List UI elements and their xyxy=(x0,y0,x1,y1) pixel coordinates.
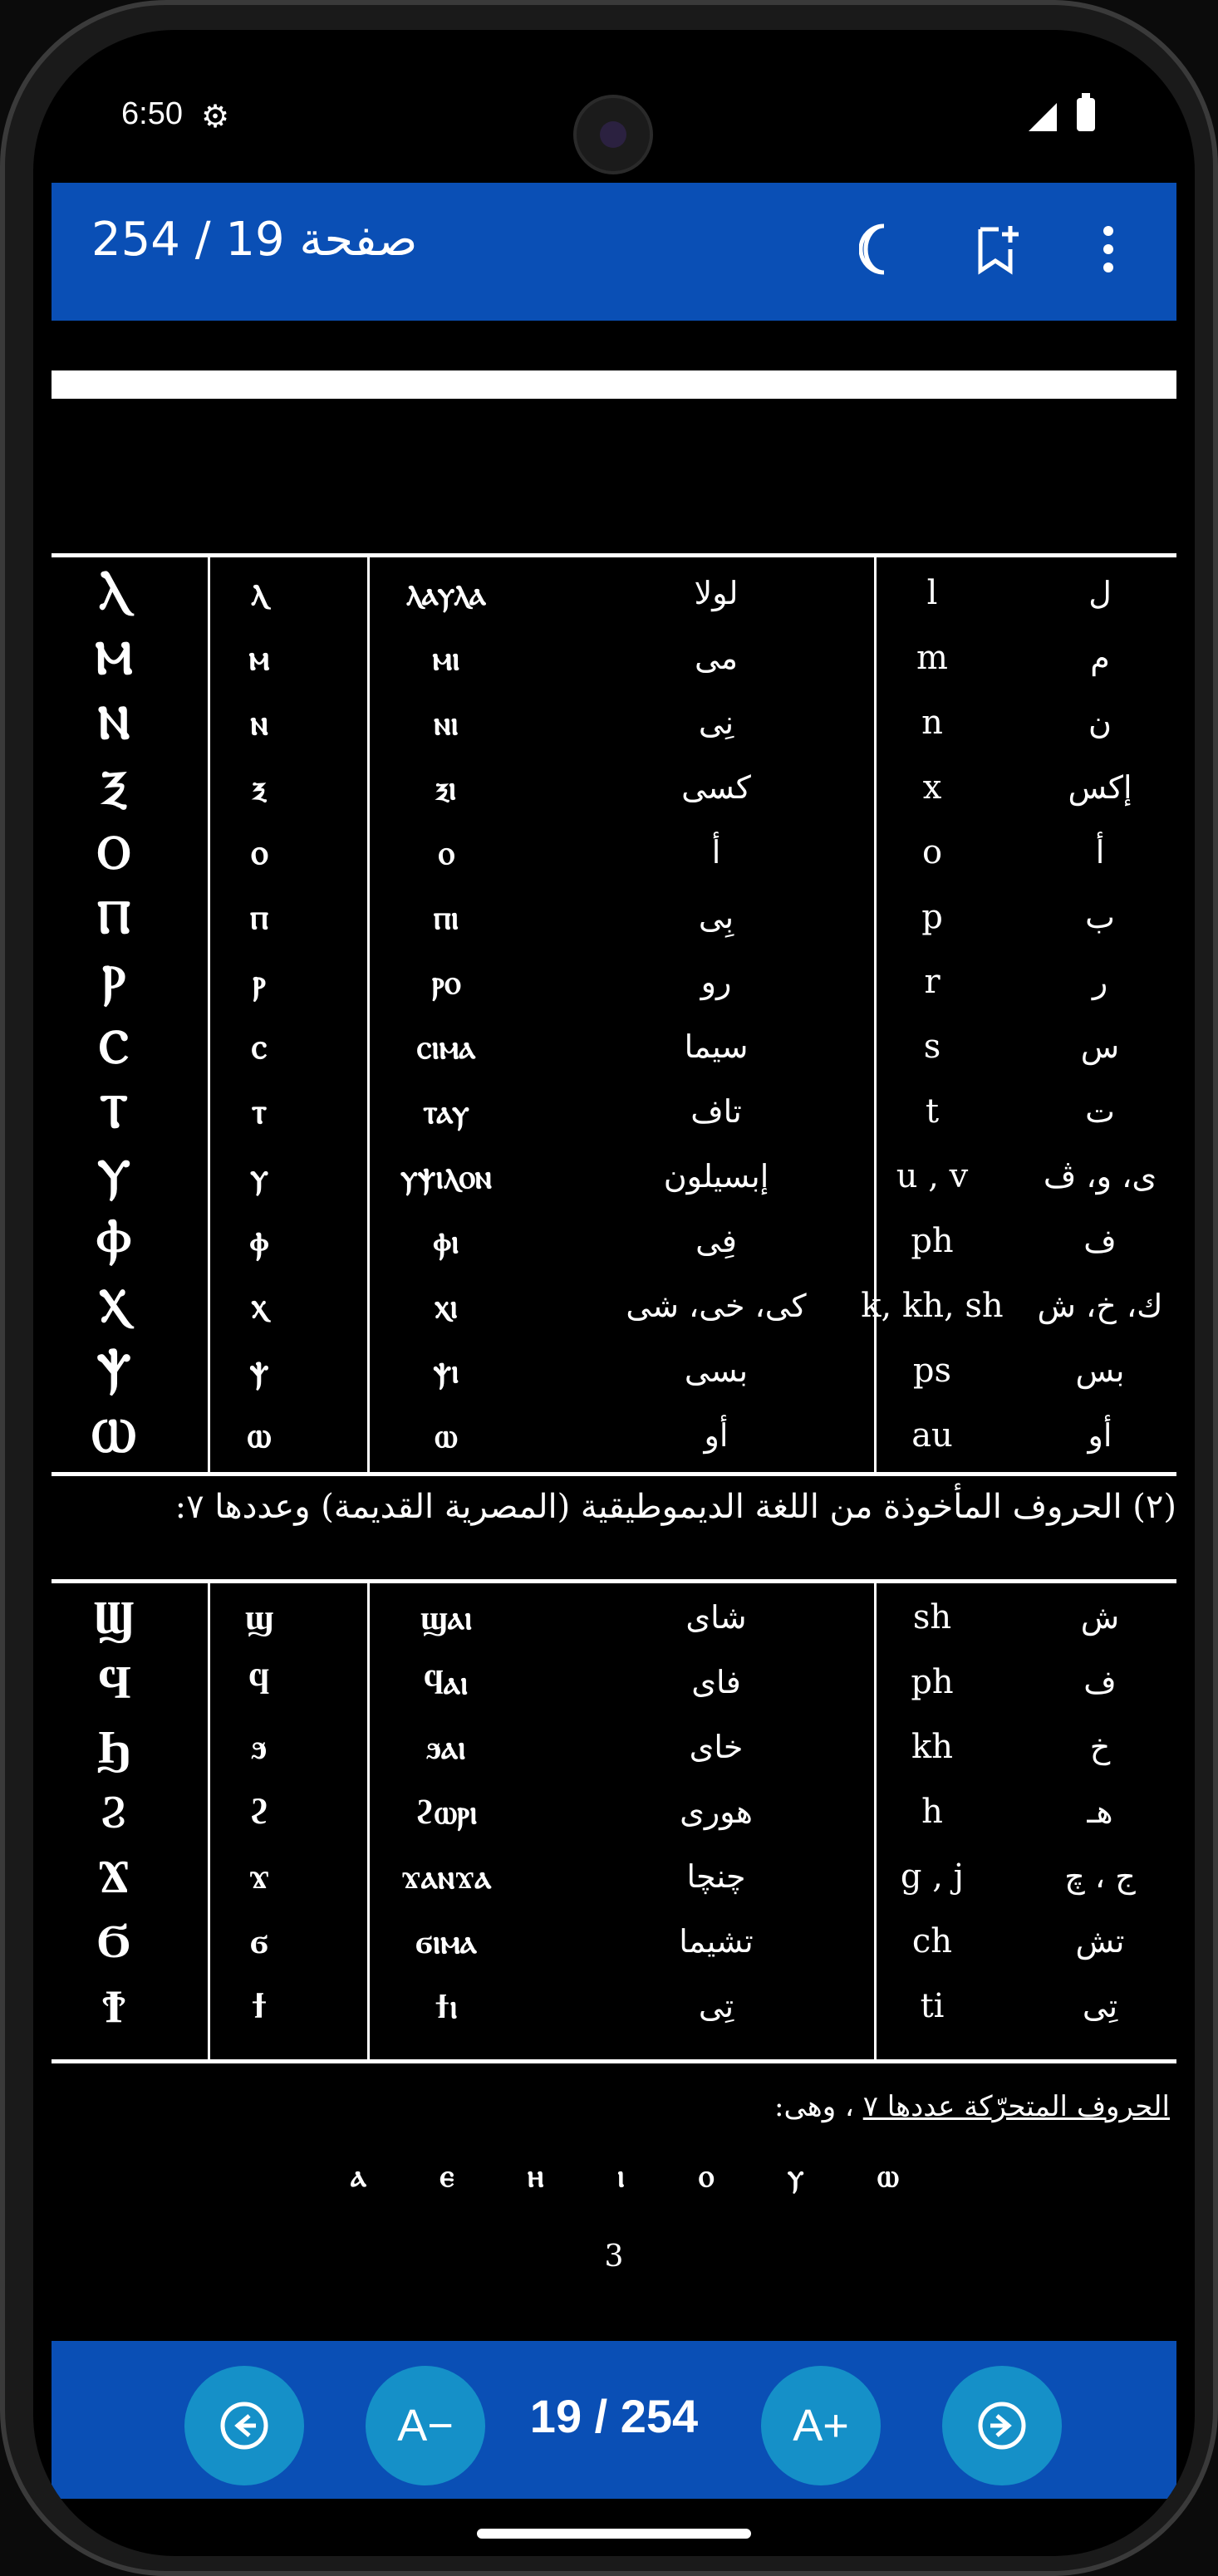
latin-sound: p xyxy=(921,898,943,936)
arabic-letter: س xyxy=(1080,1028,1120,1065)
coptic-name: ⲫⲓ xyxy=(433,1221,459,1261)
table-row xyxy=(52,1404,1176,1467)
table-row xyxy=(52,950,1176,1013)
coptic-small: ⲯ xyxy=(249,1350,269,1391)
arabic-letter: أ xyxy=(1095,834,1105,871)
arabic-name: أ xyxy=(711,834,721,871)
latin-sound: ph xyxy=(911,1222,954,1260)
arabic-letter: ش xyxy=(1080,1599,1120,1636)
coptic-small: ⲡ xyxy=(249,896,268,937)
coptic-name: ϣⲁⲓ xyxy=(420,1597,473,1637)
arabic-name: لولا xyxy=(694,575,739,611)
vowels-row xyxy=(351,2156,899,2195)
arabic-name: چنچا xyxy=(686,1858,746,1895)
coptic-capital: Ⲩ xyxy=(96,1148,131,1204)
coptic-name: ⲗⲁⲩⲗⲁ xyxy=(405,573,487,613)
arabic-name: رو xyxy=(700,964,732,1000)
table-row xyxy=(52,1651,1176,1714)
arabic-letter: تش xyxy=(1075,1923,1125,1960)
table-row xyxy=(52,1845,1176,1908)
coptic-small: ⲙ xyxy=(248,637,270,678)
table-row xyxy=(52,1209,1176,1273)
page-number: 3 xyxy=(604,2240,624,2274)
latin-sound: g , j xyxy=(900,1857,965,1896)
coptic-small: ⲝ xyxy=(253,767,266,807)
coptic-small: ⲱ xyxy=(247,1415,272,1455)
table-row xyxy=(52,821,1176,884)
coptic-capital: Ⲣ xyxy=(101,954,126,1009)
latin-sound: ps xyxy=(912,1352,952,1390)
latin-sound: u , v xyxy=(896,1157,969,1195)
coptic-small: ⲥ xyxy=(251,1026,268,1067)
book-page xyxy=(52,321,1176,2339)
table-row xyxy=(52,1780,1176,1843)
coptic-name: ⲙⲓ xyxy=(432,638,460,678)
arabic-name: تاف xyxy=(690,1093,742,1130)
coptic-capital: Ⲧ xyxy=(99,1083,129,1139)
coptic-name: ⲭⲓ xyxy=(435,1286,458,1326)
table-row xyxy=(52,691,1176,754)
coptic-name: ⲯⲓ xyxy=(433,1351,459,1391)
arabic-name: بسى xyxy=(684,1352,749,1389)
vowels-label-rest: ، وهى: xyxy=(774,2090,863,2123)
coptic-name: ⲣⲟ xyxy=(431,962,461,1002)
screen xyxy=(33,30,1195,2556)
arabic-name: تِى xyxy=(698,1988,734,2024)
app-bar xyxy=(52,183,1176,321)
coptic-small: ⲩ xyxy=(250,1156,268,1196)
coptic-capital: Ⲫ xyxy=(96,1213,132,1268)
arabic-letter: ف xyxy=(1083,1664,1117,1700)
arabic-letter: ن xyxy=(1088,704,1112,741)
coptic-small: ϣ xyxy=(244,1597,274,1637)
status-bar xyxy=(33,30,1195,179)
arabic-letter: ر xyxy=(1092,964,1108,1000)
vowel-letter: ⲱ xyxy=(877,2156,899,2194)
coptic-name: ϥⲁⲓ xyxy=(424,1662,469,1702)
arabic-letter: ك، خ، ش xyxy=(1037,1288,1163,1324)
coptic-small: ϯ xyxy=(251,1985,268,2026)
coptic-capital: Ϩ xyxy=(99,1784,129,1839)
coptic-capital: Ϭ xyxy=(96,1914,131,1969)
latin-sound: sh xyxy=(912,1598,952,1636)
table-row xyxy=(52,1145,1176,1208)
coptic-name: ϫⲁⲛϫⲁ xyxy=(400,1857,492,1896)
table-row xyxy=(52,1339,1176,1402)
table-top-border xyxy=(52,1579,1176,1583)
decrease-font-button[interactable]: A− xyxy=(366,2366,485,2485)
table-row xyxy=(52,756,1176,819)
bottom-bar xyxy=(52,2341,1176,2499)
coptic-small: ϩ xyxy=(248,1791,270,1832)
coptic-capital: Ⲛ xyxy=(97,694,130,750)
arabic-letter: إكس xyxy=(1068,769,1132,806)
coptic-capital: Ϯ xyxy=(101,1979,127,2034)
coptic-capital: Ϥ xyxy=(96,1655,131,1710)
coptic-small: ⲭ xyxy=(251,1285,268,1326)
arabic-name: شاى xyxy=(685,1599,747,1636)
coptic-capital: Ⲝ xyxy=(101,759,127,815)
arabic-letter: ل xyxy=(1088,575,1112,611)
arabic-name: بِى xyxy=(698,899,734,935)
arabic-letter: ى، و، ڤ xyxy=(1043,1158,1157,1195)
coptic-name: ϧⲁⲓ xyxy=(426,1727,466,1767)
coptic-name: ϯⲓ xyxy=(435,1986,458,2026)
coptic-capital: Ⲟ xyxy=(96,824,131,880)
moon-icon[interactable] xyxy=(849,216,916,282)
coptic-name: ⲱ xyxy=(435,1416,458,1455)
table-row xyxy=(52,1015,1176,1078)
coptic-capital: Ⲭ xyxy=(98,1278,130,1333)
latin-sound: s xyxy=(923,1028,941,1066)
latin-sound: o xyxy=(921,833,943,871)
table-row xyxy=(52,1975,1176,2038)
latin-sound: kh xyxy=(911,1728,953,1766)
arabic-name: مى xyxy=(694,640,739,676)
coptic-capital: Ⲥ xyxy=(98,1018,130,1074)
battery-icon xyxy=(1077,98,1095,131)
coptic-capital: Ⲗ xyxy=(98,565,130,621)
latin-sound: l xyxy=(926,574,938,612)
table-row xyxy=(52,886,1176,949)
vowels-label-underlined: الحروف المتحرّكة عددها ٧ xyxy=(862,2090,1170,2123)
arabic-letter: م xyxy=(1090,640,1110,676)
vowel-letter: ⲏ xyxy=(528,2156,544,2194)
coptic-small: ⲗ xyxy=(251,572,268,613)
arabic-letter: ت xyxy=(1085,1093,1115,1130)
coptic-name: ⲟ xyxy=(438,832,454,872)
vowel-letter: ⲩ xyxy=(787,2156,804,2194)
increase-font-button[interactable]: A+ xyxy=(761,2366,881,2485)
coptic-capital: Ⲙ xyxy=(95,630,133,685)
arabic-letter: تِى xyxy=(1082,1988,1118,2024)
vowel-letter: ⲟ xyxy=(698,2156,715,2194)
coptic-capital: Ⲡ xyxy=(96,889,131,945)
coptic-capital: Ϣ xyxy=(93,1590,135,1645)
arabic-letter: بس xyxy=(1075,1352,1125,1389)
table-row xyxy=(52,562,1176,625)
arabic-letter: ف xyxy=(1083,1223,1117,1259)
bookmark-add-icon[interactable] xyxy=(964,216,1030,282)
page-top-bar xyxy=(52,370,1176,399)
table-row xyxy=(52,626,1176,689)
coptic-name: ⲧⲁⲩ xyxy=(423,1092,469,1131)
table-row xyxy=(52,1274,1176,1337)
table-bottom-border xyxy=(52,2059,1176,2063)
latin-sound: ti xyxy=(920,1987,945,2025)
table-bottom-border xyxy=(52,1472,1176,1476)
latin-sound: x xyxy=(922,768,942,807)
coptic-name: ⲥⲓⲙⲁ xyxy=(416,1027,476,1067)
arabic-name: نِى xyxy=(698,704,734,741)
arabic-letter: ب xyxy=(1085,899,1115,935)
coptic-capital: Ϧ xyxy=(96,1720,131,1774)
arabic-name: إبسيلون xyxy=(663,1158,769,1195)
coptic-small: ⲟ xyxy=(250,832,268,872)
coptic-name: ⲩⲯⲓⲗⲟⲛ xyxy=(400,1156,492,1196)
gear-icon: ⚙ xyxy=(201,98,230,135)
latin-sound: t xyxy=(925,1092,940,1131)
arrow-left-circle-icon[interactable] xyxy=(184,2366,304,2485)
page-title: صفحة 19 / 254 xyxy=(91,213,418,267)
latin-sound: r xyxy=(924,963,941,1001)
coptic-small: ⲣ xyxy=(253,961,266,1002)
coptic-capital: Ⲯ xyxy=(96,1342,131,1398)
vowel-letter: ⲉ xyxy=(440,2156,454,2194)
latin-sound: h xyxy=(921,1793,943,1831)
arrow-right-circle-icon[interactable] xyxy=(942,2366,1062,2485)
arabic-letter: ج ، چ xyxy=(1064,1858,1136,1895)
coptic-small: ϧ xyxy=(251,1726,268,1767)
coptic-capital: Ϫ xyxy=(97,1849,130,1904)
arabic-name: فِى xyxy=(695,1223,737,1259)
arabic-name: سيما xyxy=(684,1028,749,1065)
vowel-letter: ⲁ xyxy=(351,2156,366,2194)
latin-sound: n xyxy=(921,704,943,742)
latin-sound: ch xyxy=(911,1922,953,1960)
table-top-border xyxy=(52,553,1176,557)
camera-cutout xyxy=(573,95,653,174)
section-heading: (٢) الحروف المأخوذة من اللغة الديموطيقية (المصرية القديمة) وعددها ٧: xyxy=(174,1488,1176,1526)
table-row xyxy=(52,1586,1176,1649)
arabic-letter: أو xyxy=(1088,1417,1112,1454)
home-indicator[interactable] xyxy=(477,2529,751,2539)
coptic-small: ⲫ xyxy=(249,1220,269,1261)
coptic-name: ⲝⲓ xyxy=(435,768,457,807)
arabic-name: كى، خى، شى xyxy=(626,1288,807,1324)
more-vert-icon[interactable] xyxy=(1075,216,1142,282)
arabic-letter: هـ xyxy=(1087,1793,1113,1830)
status-time: 6:50 xyxy=(121,96,183,131)
arabic-name: أو xyxy=(704,1417,729,1454)
coptic-name: ϩⲱⲣⲓ xyxy=(415,1792,478,1832)
vowel-letter: ⲓ xyxy=(616,2156,625,2194)
signal-icon xyxy=(1029,103,1057,131)
arabic-name: خاى xyxy=(689,1729,744,1765)
latin-sound: au xyxy=(911,1416,953,1455)
page-indicator: 19 / 254 xyxy=(529,2390,699,2442)
table-row xyxy=(52,1715,1176,1779)
vowels-label xyxy=(52,2090,1170,2123)
latin-sound: k, kh, sh xyxy=(861,1287,1004,1325)
table-row xyxy=(52,1910,1176,1973)
coptic-name: ⲛⲓ xyxy=(434,703,459,743)
arabic-name: هورى xyxy=(680,1793,753,1830)
arabic-name: فاى xyxy=(691,1664,741,1700)
coptic-name: ϭⲓⲙⲁ xyxy=(415,1921,477,1961)
coptic-small: ϥ xyxy=(248,1661,270,1702)
coptic-small: ⲧ xyxy=(251,1091,268,1131)
coptic-small: ⲛ xyxy=(250,702,268,743)
coptic-capital: Ⲱ xyxy=(91,1407,136,1463)
latin-sound: m xyxy=(916,639,948,677)
arabic-letter: خ xyxy=(1089,1729,1111,1765)
arabic-name: كسى xyxy=(681,769,751,806)
coptic-small: ϫ xyxy=(248,1856,270,1896)
latin-sound: ph xyxy=(911,1663,954,1701)
coptic-name: ⲡⲓ xyxy=(433,897,459,937)
table-row xyxy=(52,1080,1176,1143)
coptic-small: ϭ xyxy=(250,1921,268,1961)
arabic-name: تشيما xyxy=(679,1923,754,1960)
